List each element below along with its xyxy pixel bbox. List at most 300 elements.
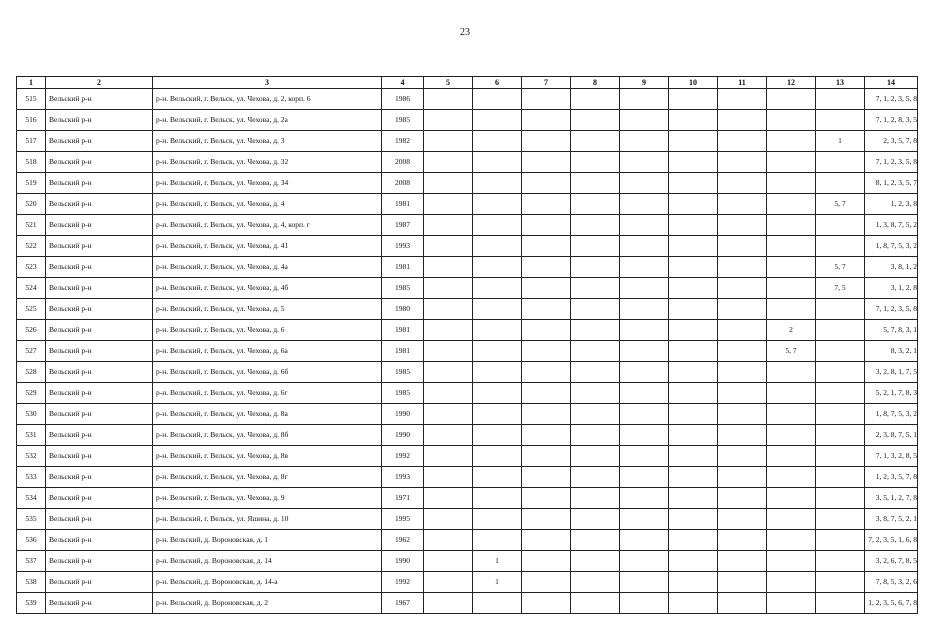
table-row bbox=[17, 194, 918, 215]
row-district: Вельский р-н bbox=[46, 89, 153, 110]
cell-col-9 bbox=[620, 89, 669, 110]
row-number: 536 bbox=[17, 530, 46, 551]
cell-col-9 bbox=[620, 194, 669, 215]
row-year: 1985 bbox=[382, 278, 424, 299]
row-number: 537 bbox=[17, 551, 46, 572]
cell-col-5 bbox=[424, 446, 473, 467]
column-header-10: 10 bbox=[669, 77, 718, 89]
cell-col-6 bbox=[473, 593, 522, 614]
cell-col-9 bbox=[620, 551, 669, 572]
cell-col-13 bbox=[816, 362, 865, 383]
cell-col-8 bbox=[571, 152, 620, 173]
row-district: Вельский р-н bbox=[46, 257, 153, 278]
cell-col-11 bbox=[718, 362, 767, 383]
cell-col-12 bbox=[767, 131, 816, 152]
cell-col-11 bbox=[718, 488, 767, 509]
cell-col-8 bbox=[571, 341, 620, 362]
row-address: р-н. Вельский, г. Вельск, ул. Чехова, д. 8а bbox=[153, 404, 382, 425]
cell-col-7 bbox=[522, 488, 571, 509]
cell-col-12: 5, 7 bbox=[767, 341, 816, 362]
cell-col-8 bbox=[571, 89, 620, 110]
table-row bbox=[17, 551, 918, 572]
cell-col-8 bbox=[571, 131, 620, 152]
cell-col-7 bbox=[522, 446, 571, 467]
cell-col-8 bbox=[571, 236, 620, 257]
row-number: 525 bbox=[17, 299, 46, 320]
cell-col-10 bbox=[669, 383, 718, 404]
cell-col-14: 7, 2, 3, 5, 1, 6, 8 bbox=[865, 530, 918, 551]
cell-col-5 bbox=[424, 278, 473, 299]
cell-col-7 bbox=[522, 551, 571, 572]
cell-col-12 bbox=[767, 572, 816, 593]
row-year: 1993 bbox=[382, 236, 424, 257]
cell-col-9 bbox=[620, 152, 669, 173]
row-district: Вельский р-н bbox=[46, 236, 153, 257]
cell-col-7 bbox=[522, 89, 571, 110]
column-header-8: 8 bbox=[571, 77, 620, 89]
cell-col-13 bbox=[816, 551, 865, 572]
cell-col-13 bbox=[816, 110, 865, 131]
cell-col-7 bbox=[522, 383, 571, 404]
cell-col-12 bbox=[767, 509, 816, 530]
cell-col-12 bbox=[767, 173, 816, 194]
cell-col-12 bbox=[767, 467, 816, 488]
row-address: р-н. Вельский, г. Вельск, ул. Чехова, д. 4 bbox=[153, 194, 382, 215]
table-row bbox=[17, 152, 918, 173]
table-row bbox=[17, 362, 918, 383]
cell-col-5 bbox=[424, 362, 473, 383]
cell-col-5 bbox=[424, 593, 473, 614]
table-row bbox=[17, 131, 918, 152]
cell-col-8 bbox=[571, 593, 620, 614]
row-year: 1993 bbox=[382, 467, 424, 488]
row-year: 1995 bbox=[382, 509, 424, 530]
row-year: 1962 bbox=[382, 530, 424, 551]
cell-col-5 bbox=[424, 131, 473, 152]
cell-col-6 bbox=[473, 152, 522, 173]
row-district: Вельский р-н bbox=[46, 341, 153, 362]
cell-col-7 bbox=[522, 320, 571, 341]
cell-col-6 bbox=[473, 425, 522, 446]
row-district: Вельский р-н bbox=[46, 131, 153, 152]
table-body bbox=[17, 89, 918, 614]
row-number: 532 bbox=[17, 446, 46, 467]
cell-col-13 bbox=[816, 89, 865, 110]
row-number: 520 bbox=[17, 194, 46, 215]
cell-col-5 bbox=[424, 551, 473, 572]
table-row bbox=[17, 110, 918, 131]
cell-col-12 bbox=[767, 152, 816, 173]
row-number: 535 bbox=[17, 509, 46, 530]
cell-col-9 bbox=[620, 593, 669, 614]
table-row bbox=[17, 467, 918, 488]
cell-col-13 bbox=[816, 488, 865, 509]
cell-col-10 bbox=[669, 89, 718, 110]
cell-col-13 bbox=[816, 236, 865, 257]
cell-col-9 bbox=[620, 404, 669, 425]
cell-col-8 bbox=[571, 299, 620, 320]
column-header-14: 14 bbox=[865, 77, 918, 89]
cell-col-6 bbox=[473, 320, 522, 341]
row-number: 526 bbox=[17, 320, 46, 341]
row-year: 1981 bbox=[382, 194, 424, 215]
cell-col-7 bbox=[522, 110, 571, 131]
cell-col-6 bbox=[473, 383, 522, 404]
cell-col-12 bbox=[767, 89, 816, 110]
cell-col-7 bbox=[522, 299, 571, 320]
row-address: р-н. Вельский, г. Вельск, ул. Чехова, д. 6б bbox=[153, 362, 382, 383]
cell-col-8 bbox=[571, 551, 620, 572]
cell-col-14: 2, 3, 8, 7, 5, 1 bbox=[865, 425, 918, 446]
row-address: р-н. Вельский, г. Вельск, ул. Чехова, д. 9 bbox=[153, 488, 382, 509]
cell-col-11 bbox=[718, 341, 767, 362]
cell-col-6 bbox=[473, 530, 522, 551]
row-year: 1992 bbox=[382, 572, 424, 593]
cell-col-9 bbox=[620, 488, 669, 509]
cell-col-6 bbox=[473, 404, 522, 425]
row-district: Вельский р-н bbox=[46, 215, 153, 236]
cell-col-12 bbox=[767, 236, 816, 257]
cell-col-11 bbox=[718, 278, 767, 299]
column-header-1: 1 bbox=[17, 77, 46, 89]
cell-col-11 bbox=[718, 530, 767, 551]
cell-col-9 bbox=[620, 341, 669, 362]
cell-col-12 bbox=[767, 551, 816, 572]
cell-col-7 bbox=[522, 425, 571, 446]
cell-col-12 bbox=[767, 593, 816, 614]
cell-col-11 bbox=[718, 257, 767, 278]
cell-col-8 bbox=[571, 278, 620, 299]
cell-col-10 bbox=[669, 194, 718, 215]
table-row bbox=[17, 446, 918, 467]
cell-col-8 bbox=[571, 572, 620, 593]
column-header-6: 6 bbox=[473, 77, 522, 89]
row-district: Вельский р-н bbox=[46, 509, 153, 530]
cell-col-9 bbox=[620, 572, 669, 593]
row-year: 1971 bbox=[382, 488, 424, 509]
cell-col-12 bbox=[767, 446, 816, 467]
cell-col-8 bbox=[571, 173, 620, 194]
row-address: р-н. Вельский, г. Вельск, ул. Чехова, д. 2, корп. 6 bbox=[153, 89, 382, 110]
row-address: р-н. Вельский, г. Вельск, ул. Чехова, д. 6г bbox=[153, 383, 382, 404]
cell-col-7 bbox=[522, 131, 571, 152]
cell-col-14: 1, 8, 7, 5, 3, 2 bbox=[865, 404, 918, 425]
cell-col-5 bbox=[424, 467, 473, 488]
row-district: Вельский р-н bbox=[46, 488, 153, 509]
column-header-7: 7 bbox=[522, 77, 571, 89]
cell-col-9 bbox=[620, 299, 669, 320]
cell-col-9 bbox=[620, 257, 669, 278]
cell-col-11 bbox=[718, 404, 767, 425]
cell-col-5 bbox=[424, 110, 473, 131]
cell-col-14: 3, 5, 1, 2, 7, 8 bbox=[865, 488, 918, 509]
cell-col-7 bbox=[522, 173, 571, 194]
cell-col-6 bbox=[473, 110, 522, 131]
cell-col-7 bbox=[522, 509, 571, 530]
cell-col-7 bbox=[522, 152, 571, 173]
cell-col-5 bbox=[424, 572, 473, 593]
cell-col-13: 7, 5 bbox=[816, 278, 865, 299]
table-row bbox=[17, 278, 918, 299]
cell-col-10 bbox=[669, 257, 718, 278]
cell-col-5 bbox=[424, 404, 473, 425]
row-address: р-н. Вельский, г. Вельск, ул. Чехова, д. 3 bbox=[153, 131, 382, 152]
cell-col-12 bbox=[767, 404, 816, 425]
cell-col-13: 5, 7 bbox=[816, 194, 865, 215]
row-number: 521 bbox=[17, 215, 46, 236]
cell-col-9 bbox=[620, 383, 669, 404]
cell-col-13 bbox=[816, 425, 865, 446]
column-header-13: 13 bbox=[816, 77, 865, 89]
cell-col-10 bbox=[669, 110, 718, 131]
cell-col-11 bbox=[718, 89, 767, 110]
cell-col-5 bbox=[424, 194, 473, 215]
row-address: р-н. Вельский, г. Вельск, ул. Чехова, д. 8в bbox=[153, 446, 382, 467]
cell-col-12 bbox=[767, 110, 816, 131]
cell-col-7 bbox=[522, 341, 571, 362]
cell-col-6 bbox=[473, 341, 522, 362]
row-year: 1981 bbox=[382, 341, 424, 362]
cell-col-9 bbox=[620, 530, 669, 551]
cell-col-10 bbox=[669, 278, 718, 299]
column-header-4: 4 bbox=[382, 77, 424, 89]
cell-col-12 bbox=[767, 425, 816, 446]
cell-col-13 bbox=[816, 383, 865, 404]
cell-col-9 bbox=[620, 425, 669, 446]
row-number: 534 bbox=[17, 488, 46, 509]
cell-col-11 bbox=[718, 446, 767, 467]
cell-col-14: 7, 8, 5, 3, 2, 6 bbox=[865, 572, 918, 593]
row-address: р-н. Вельский, г. Вельск, ул. Яшина, д. 10 bbox=[153, 509, 382, 530]
cell-col-9 bbox=[620, 446, 669, 467]
table-row bbox=[17, 299, 918, 320]
cell-col-13 bbox=[816, 152, 865, 173]
row-district: Вельский р-н bbox=[46, 278, 153, 299]
row-year: 2008 bbox=[382, 152, 424, 173]
cell-col-11 bbox=[718, 152, 767, 173]
cell-col-8 bbox=[571, 446, 620, 467]
cell-col-7 bbox=[522, 236, 571, 257]
cell-col-10 bbox=[669, 341, 718, 362]
table-header-row bbox=[17, 77, 918, 89]
cell-col-7 bbox=[522, 572, 571, 593]
cell-col-6 bbox=[473, 278, 522, 299]
row-district: Вельский р-н bbox=[46, 551, 153, 572]
row-number: 515 bbox=[17, 89, 46, 110]
cell-col-9 bbox=[620, 131, 669, 152]
row-year: 1985 bbox=[382, 110, 424, 131]
column-header-11: 11 bbox=[718, 77, 767, 89]
cell-col-8 bbox=[571, 425, 620, 446]
cell-col-13 bbox=[816, 530, 865, 551]
row-year: 1980 bbox=[382, 299, 424, 320]
cell-col-14: 1, 2, 3, 8 bbox=[865, 194, 918, 215]
cell-col-13 bbox=[816, 341, 865, 362]
cell-col-13 bbox=[816, 215, 865, 236]
cell-col-8 bbox=[571, 194, 620, 215]
page-number: 23 bbox=[460, 27, 470, 38]
cell-col-11 bbox=[718, 383, 767, 404]
table-row bbox=[17, 320, 918, 341]
row-district: Вельский р-н bbox=[46, 425, 153, 446]
cell-col-12 bbox=[767, 530, 816, 551]
table-row bbox=[17, 89, 918, 110]
cell-col-5 bbox=[424, 425, 473, 446]
cell-col-13 bbox=[816, 446, 865, 467]
cell-col-10 bbox=[669, 173, 718, 194]
cell-col-11 bbox=[718, 593, 767, 614]
cell-col-10 bbox=[669, 236, 718, 257]
row-year: 1992 bbox=[382, 446, 424, 467]
row-address: р-н. Вельский, д. Вороновская, д. 14-а bbox=[153, 572, 382, 593]
cell-col-7 bbox=[522, 194, 571, 215]
row-address: р-н. Вельский, г. Вельск, ул. Чехова, д. 8б bbox=[153, 425, 382, 446]
cell-col-11 bbox=[718, 467, 767, 488]
row-address: р-н. Вельский, г. Вельск, ул. Чехова, д. 5 bbox=[153, 299, 382, 320]
row-district: Вельский р-н bbox=[46, 572, 153, 593]
cell-col-10 bbox=[669, 572, 718, 593]
row-number: 524 bbox=[17, 278, 46, 299]
cell-col-8 bbox=[571, 530, 620, 551]
row-number: 528 bbox=[17, 362, 46, 383]
table-row bbox=[17, 488, 918, 509]
row-address: р-н. Вельский, г. Вельск, ул. Чехова, д. 2а bbox=[153, 110, 382, 131]
cell-col-8 bbox=[571, 215, 620, 236]
cell-col-14: 1, 3, 8, 7, 5, 2 bbox=[865, 215, 918, 236]
row-district: Вельский р-н bbox=[46, 530, 153, 551]
row-year: 1967 bbox=[382, 593, 424, 614]
cell-col-10 bbox=[669, 215, 718, 236]
cell-col-14: 1, 8, 7, 5, 3, 2 bbox=[865, 236, 918, 257]
cell-col-5 bbox=[424, 320, 473, 341]
row-number: 533 bbox=[17, 467, 46, 488]
cell-col-14: 5, 2, 1, 7, 8, 3 bbox=[865, 383, 918, 404]
row-year: 1990 bbox=[382, 551, 424, 572]
cell-col-6: 1 bbox=[473, 551, 522, 572]
cell-col-13 bbox=[816, 572, 865, 593]
cell-col-8 bbox=[571, 404, 620, 425]
cell-col-6 bbox=[473, 488, 522, 509]
cell-col-9 bbox=[620, 173, 669, 194]
cell-col-9 bbox=[620, 278, 669, 299]
cell-col-13: 1 bbox=[816, 131, 865, 152]
cell-col-9 bbox=[620, 320, 669, 341]
cell-col-12 bbox=[767, 194, 816, 215]
cell-col-14: 7, 1, 2, 8, 3, 5 bbox=[865, 110, 918, 131]
cell-col-11 bbox=[718, 131, 767, 152]
cell-col-8 bbox=[571, 362, 620, 383]
row-address: р-н. Вельский, д. Вороновская, д. 2 bbox=[153, 593, 382, 614]
cell-col-11 bbox=[718, 236, 767, 257]
row-address: р-н. Вельский, г. Вельск, ул. Чехова, д. 32 bbox=[153, 152, 382, 173]
cell-col-7 bbox=[522, 278, 571, 299]
row-year: 1985 bbox=[382, 383, 424, 404]
cell-col-11 bbox=[718, 509, 767, 530]
table-row bbox=[17, 383, 918, 404]
cell-col-14: 5, 7, 8, 3, 1 bbox=[865, 320, 918, 341]
cell-col-10 bbox=[669, 131, 718, 152]
cell-col-6 bbox=[473, 467, 522, 488]
column-header-3: 3 bbox=[153, 77, 382, 89]
cell-col-9 bbox=[620, 362, 669, 383]
cell-col-11 bbox=[718, 572, 767, 593]
row-district: Вельский р-н bbox=[46, 194, 153, 215]
cell-col-14: 7, 1, 2, 3, 5, 8 bbox=[865, 152, 918, 173]
row-number: 539 bbox=[17, 593, 46, 614]
column-header-9: 9 bbox=[620, 77, 669, 89]
row-district: Вельский р-н bbox=[46, 299, 153, 320]
cell-col-5 bbox=[424, 530, 473, 551]
row-number: 531 bbox=[17, 425, 46, 446]
row-address: р-н. Вельский, г. Вельск, ул. Чехова, д. 41 bbox=[153, 236, 382, 257]
row-number: 529 bbox=[17, 383, 46, 404]
row-address: р-н. Вельский, д. Вороновская, д. 14 bbox=[153, 551, 382, 572]
cell-col-13 bbox=[816, 299, 865, 320]
cell-col-13 bbox=[816, 467, 865, 488]
cell-col-5 bbox=[424, 341, 473, 362]
cell-col-11 bbox=[718, 551, 767, 572]
cell-col-8 bbox=[571, 320, 620, 341]
cell-col-6 bbox=[473, 215, 522, 236]
cell-col-11 bbox=[718, 215, 767, 236]
table-row bbox=[17, 530, 918, 551]
document-table-wrapper bbox=[16, 76, 916, 614]
cell-col-12 bbox=[767, 488, 816, 509]
cell-col-7 bbox=[522, 467, 571, 488]
table-row bbox=[17, 215, 918, 236]
row-district: Вельский р-н bbox=[46, 362, 153, 383]
cell-col-10 bbox=[669, 299, 718, 320]
cell-col-14: 3, 1, 2, 8 bbox=[865, 278, 918, 299]
cell-col-14: 1, 2, 3, 5, 7, 8 bbox=[865, 467, 918, 488]
cell-col-13 bbox=[816, 593, 865, 614]
cell-col-10 bbox=[669, 488, 718, 509]
cell-col-8 bbox=[571, 257, 620, 278]
cell-col-7 bbox=[522, 257, 571, 278]
cell-col-12 bbox=[767, 383, 816, 404]
cell-col-6 bbox=[473, 194, 522, 215]
row-address: р-н. Вельский, г. Вельск, ул. Чехова, д. 6 bbox=[153, 320, 382, 341]
cell-col-11 bbox=[718, 173, 767, 194]
cell-col-12 bbox=[767, 299, 816, 320]
cell-col-12 bbox=[767, 362, 816, 383]
table-row bbox=[17, 572, 918, 593]
cell-col-10 bbox=[669, 152, 718, 173]
cell-col-10 bbox=[669, 446, 718, 467]
cell-col-12 bbox=[767, 278, 816, 299]
table-row bbox=[17, 404, 918, 425]
cell-col-10 bbox=[669, 425, 718, 446]
row-number: 522 bbox=[17, 236, 46, 257]
cell-col-14: 7, 1, 2, 3, 5, 8 bbox=[865, 299, 918, 320]
cell-col-14: 3, 8, 1, 2 bbox=[865, 257, 918, 278]
cell-col-5 bbox=[424, 257, 473, 278]
row-number: 530 bbox=[17, 404, 46, 425]
cell-col-6 bbox=[473, 299, 522, 320]
row-year: 1990 bbox=[382, 404, 424, 425]
cell-col-14: 8, 1, 2, 3, 5, 7 bbox=[865, 173, 918, 194]
cell-col-10 bbox=[669, 509, 718, 530]
column-header-2: 2 bbox=[46, 77, 153, 89]
cell-col-13 bbox=[816, 320, 865, 341]
table-row bbox=[17, 425, 918, 446]
cell-col-5 bbox=[424, 173, 473, 194]
cell-col-5 bbox=[424, 488, 473, 509]
cell-col-10 bbox=[669, 530, 718, 551]
row-district: Вельский р-н bbox=[46, 383, 153, 404]
cell-col-9 bbox=[620, 110, 669, 131]
cell-col-6 bbox=[473, 236, 522, 257]
